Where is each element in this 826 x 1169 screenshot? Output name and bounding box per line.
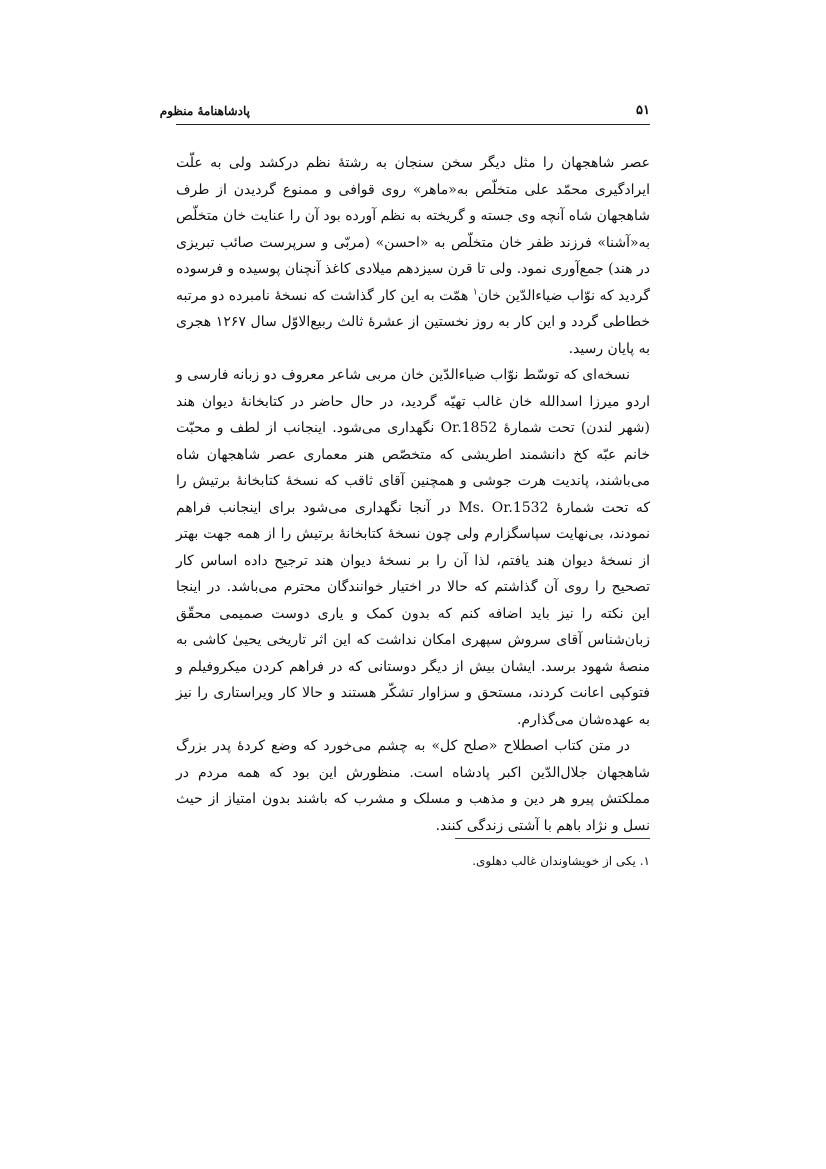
paragraph-1-text-after: همّت به این کار گذاشت که نسخهٔ نامبرده دو مرتبه خطاطی گردد و این کار به روز نخستین از عشرهٔ ثالث ربیع‌الاوّل سال ۱۲۶۷ هجری به پایان رسید. [176,287,650,357]
paragraph-3: در متن کتاب اصطلاح «صلح کل» به چشم می‌خورد که وضع کردهٔ پدر بزرگ شاهجهان جلال‌الدّین اکبر پادشاه است. منظورش این بود که همه مردم در مملکتش پیرو هر دین و مذهب و مسلک و مشرب که باشند بدون امتیاز از حیث نسل و نژاد باهم با آشتی زندگی کنند. [176,738,650,834]
paragraph-2: نسخه‌ای که توسّط نوّاب ضیاءالدّین خان مربی شاعر معروف دو زبانه فارسی و اردو میرزا اسدالله خان غالب تهیّه گردید، در حال حاضر در کتابخانهٔ دیوان هند (شهر لندن) تحت شمارهٔ Or.1852 نگهداری می‌شود. اینجانب از لطف و محبّت خانم عبّه کخ دانشمند اطریشی که متخصّص هنر معماری عصر شاهجهان شاه می‌باشند، پاندیت هرت جوشی و همچنین آقای ثاقب که نسخهٔ کتابخانهٔ برتیش را که تحت شمارهٔ Ms. Or.1532 در آنجا نگهداری می‌شود برای اینجانب فراهم نمودند، بی‌نهایت سپاسگزارم ولی چون نسخهٔ کتابخانهٔ برتیش را از همه جهت بهتر از نسخهٔ دیوان هند یافتم، لذا آن را بر نسخهٔ دیوان هند ترجیح داده اساس کار تصحیح را روی آن گذاشتم که حالا در اختیار خوانندگان محترم می‌باشد. در اینجا این نکته را نیز باید اضافه کنم که بدون کمک و یاری دوست صمیمی محقّق زبان‌شناس آقای سروش سپهری امکان نداشت که این اثر تاریخی یحییٰ کاشی به منصهٔ شهود برسد. ایشان بیش از دیگر دوستانی که در فراهم کردن میکروفیلم و فتوکپی اعانت کردند، مستحق و سزاوار تشکّر هستند و حالا کار ویراستاری را نیز به عهده‌شان می‌گذارم. [176,367,651,728]
page-header [159,100,650,125]
page-number: ۵۱ [636,103,650,118]
paragraph-1 [176,150,650,362]
footnote-divider [455,838,650,839]
footnote-text: یکی از خویشاوندان غالب دهلوی. [472,854,636,868]
footnote-number: ۱. [639,854,650,868]
running-title: پادشاهنامهٔ منظوم [159,104,250,118]
footnote-reference[interactable]: ۱ [472,286,478,297]
footnote [176,852,650,870]
body-text [176,150,650,839]
paragraph-1-text-before: عصر شاهجهان را مثل دیگر سخن سنجان به رشتهٔ نظم درکشد ولی به علّت ایرادگیری محمّد علی متخلّص به«ماهر» روی قوافی و ممنوع گردیدن از طرف شاهجهان شاه آنچه وی جسته و گریخته به نظم آورده بود آن را عنایت خان متخلّص به«آشنا» فرزند ظفر خان متخلّص به «احسن» (مربّی و سرپرست صائب تبریزی در هند) جمع‌آوری نمود. ولی تا قرن سیزدهم میلادی کاغذ آنچنان پوسیده و فرسوده گردید که نوّاب ضیاءالدّین خان [176,155,650,304]
